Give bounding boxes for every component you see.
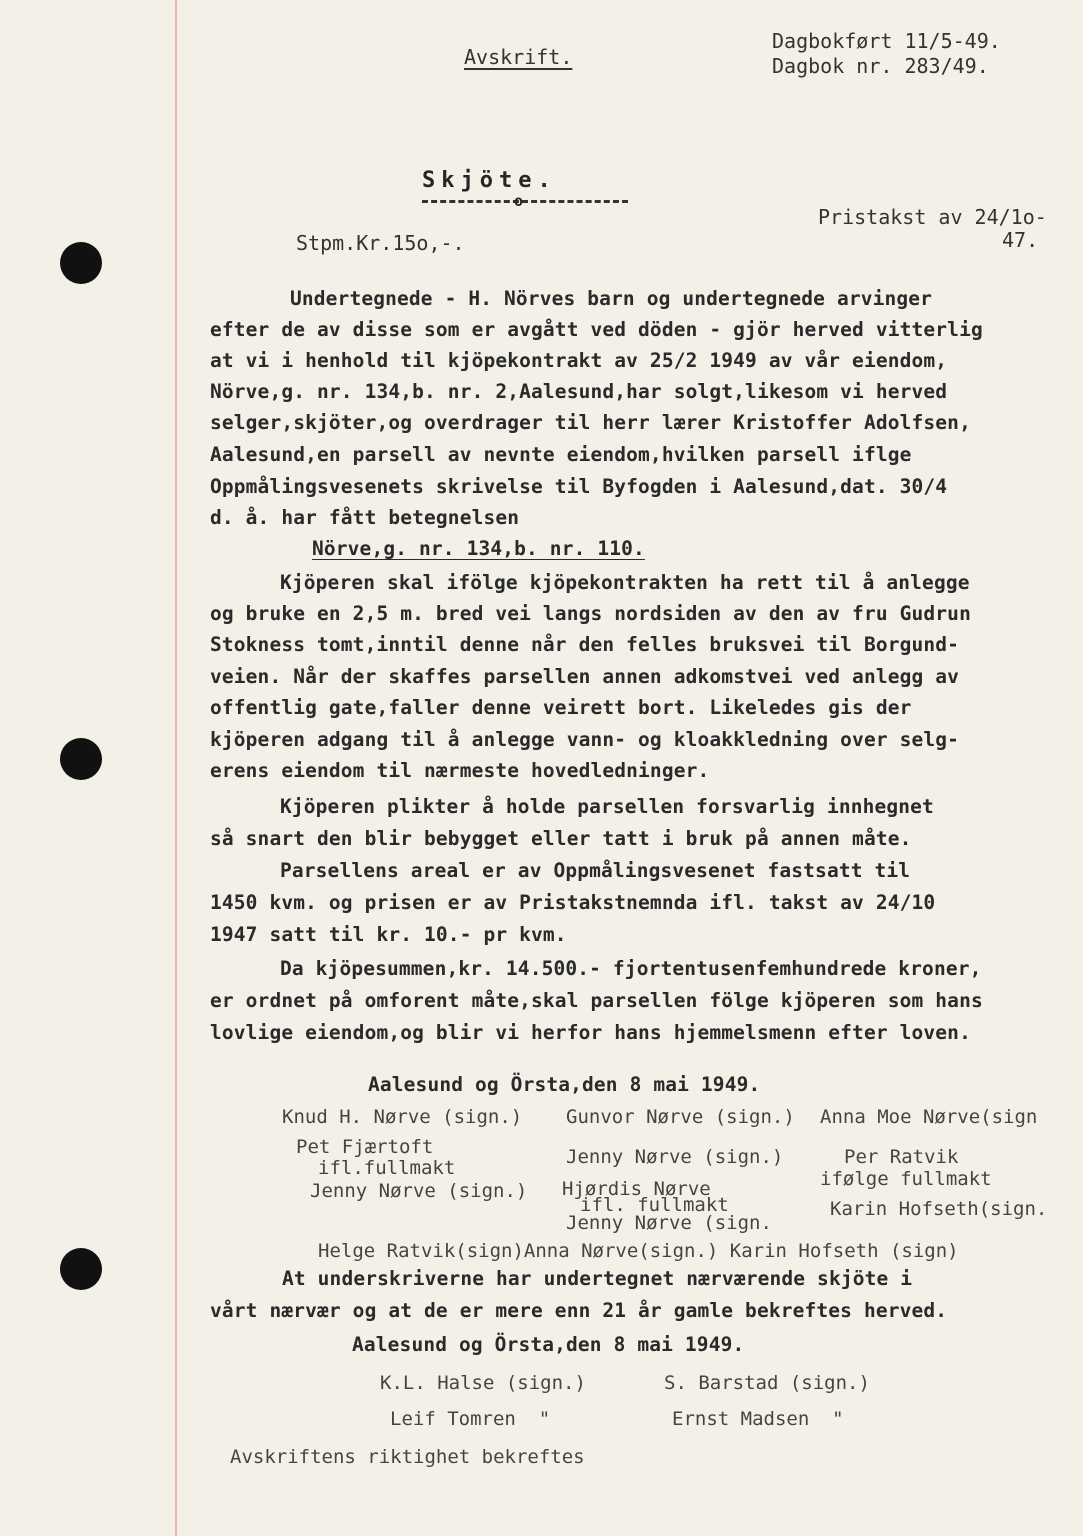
signature-karin: Karin Hofseth(sign. xyxy=(830,1198,1048,1220)
witness-tomren: Leif Tomren " xyxy=(390,1408,551,1430)
body-line: at vi i henhold til kjöpekontrakt av 25/2 1949 av vår eiendom, xyxy=(210,349,948,372)
signature-helge-line: Helge Ratvik(sign)Anna Nørve(sign.) Karin Hofseth (sign) xyxy=(318,1240,959,1262)
title-underline xyxy=(422,200,628,203)
body-line: Parsellens areal er av Oppmålingsvesenet fastsatt til xyxy=(280,859,911,882)
signature-jenny: Jenny Nørve (sign.) xyxy=(566,1146,784,1168)
document-title: Skjöte. xyxy=(422,168,557,193)
stamp-fee: Stpm.Kr.15o,-. xyxy=(296,231,465,255)
witness-barstad: S. Barstad (sign.) xyxy=(664,1372,870,1394)
body-line: lovlige eiendom,og blir vi herfor hans hjemmelsmenn efter loven. xyxy=(210,1021,971,1044)
title-mark: o xyxy=(514,192,524,210)
body-line: veien. Når der skaffes parsellen annen adkomstvei ved anlegg av xyxy=(210,665,960,688)
signature-per: Per Ratvik xyxy=(844,1146,959,1168)
punch-hole-middle xyxy=(60,738,102,780)
witness-statement: vårt nærvær og at de er mere enn 21 år gamle bekreftes herved. xyxy=(210,1299,948,1322)
body-line: kjöperen adgang til å anlegge vann- og kloakkledning over selg- xyxy=(210,728,960,751)
signature-anna-moe: Anna Moe Nørve(sign xyxy=(820,1106,1038,1128)
body-line: offentlig gate,faller denne veirett bort. Likeledes gis der xyxy=(210,696,912,719)
place-date: Aalesund og Örsta,den 8 mai 1949. xyxy=(368,1073,761,1096)
signature-hjordis: Hjørdis Nørve xyxy=(562,1178,711,1200)
pristakst-year: 47. xyxy=(1002,228,1039,252)
body-line: Aalesund,en parsell av nevnte eiendom,hvilken parsell iflge xyxy=(210,443,912,466)
body-line: selger,skjöter,og overdrager til herr lærer Kristoffer Adolfsen, xyxy=(210,411,971,434)
body-line: er ordnet på omforent måte,skal parsellen fölge kjöperen som hans xyxy=(210,989,983,1012)
margin-line xyxy=(175,0,177,1536)
avskrift-label: Avskrift. xyxy=(464,45,573,69)
witness-halse: K.L. Halse (sign.) xyxy=(380,1372,586,1394)
pristakst-label: Pristakst av 24/1o- xyxy=(818,205,1047,229)
body-line: d. å. har fått betegnelsen xyxy=(210,506,520,529)
proxy-note: ifl. fullmakt xyxy=(580,1194,729,1216)
body-line: 1450 kvm. og prisen er av Pristakstnemnda ifl. takst av 24/10 xyxy=(210,891,936,914)
place-date: Aalesund og Örsta,den 8 mai 1949. xyxy=(352,1333,745,1356)
witness-madsen: Ernst Madsen " xyxy=(672,1408,844,1430)
dagbokfort-label: Dagbokført 11/5-49. xyxy=(772,29,1001,53)
proxy-note: ifølge fullmakt xyxy=(820,1168,992,1190)
signature-pet: Pet Fjærtoft xyxy=(296,1136,434,1158)
body-line: 1947 satt til kr. 10.- pr kvm. xyxy=(210,923,567,946)
body-line: efter de av disse som er avgått ved döden - gjör herved vitterlig xyxy=(210,318,983,341)
body-line: så snart den blir bebygget eller tatt i bruk på annen måte. xyxy=(210,827,912,850)
witness-statement: At underskriverne har undertegnet nærværende skjöte i xyxy=(282,1267,913,1290)
body-line: og bruke en 2,5 m. bred vei langs nordsiden av den av fru Gudrun xyxy=(210,602,971,625)
body-line: erens eiendom til nærmeste hovedledninger. xyxy=(210,759,710,782)
body-line: Oppmålingsvesenets skrivelse til Byfogden i Aalesund,dat. 30/4 xyxy=(210,475,948,498)
body-line: Kjöperen skal ifölge kjöpekontrakten ha rett til å anlegge xyxy=(280,571,970,594)
signature-jenny: Jenny Nørve (sign. xyxy=(566,1212,772,1234)
signature-knud: Knud H. Nørve (sign.) xyxy=(282,1106,523,1128)
property-designation: Nörve,g. nr. 134,b. nr. 110. xyxy=(312,537,645,560)
body-line: Nörve,g. nr. 134,b. nr. 2,Aalesund,har solgt,likesom vi herved xyxy=(210,380,948,403)
dagbok-number: Dagbok nr. 283/49. xyxy=(772,54,989,78)
signature-gunvor: Gunvor Nørve (sign.) xyxy=(566,1106,795,1128)
body-line: Stokness tomt,inntil denne når den felles bruksvei til Borgund- xyxy=(210,633,960,656)
certification-footer: Avskriftens riktighet bekreftes xyxy=(230,1446,585,1468)
body-line: Kjöperen plikter å holde parsellen forsvarlig innhegnet xyxy=(280,795,934,818)
punch-hole-bottom xyxy=(60,1248,102,1290)
signature-jenny: Jenny Nørve (sign.) xyxy=(310,1180,528,1202)
proxy-note: ifl.fullmakt xyxy=(318,1157,456,1179)
body-line: Da kjöpesummen,kr. 14.500.- fjortentusenfemhundrede kroner, xyxy=(280,957,982,980)
body-line: Undertegnede - H. Nörves barn og undertegnede arvinger xyxy=(290,287,933,310)
punch-hole-top xyxy=(60,242,102,284)
